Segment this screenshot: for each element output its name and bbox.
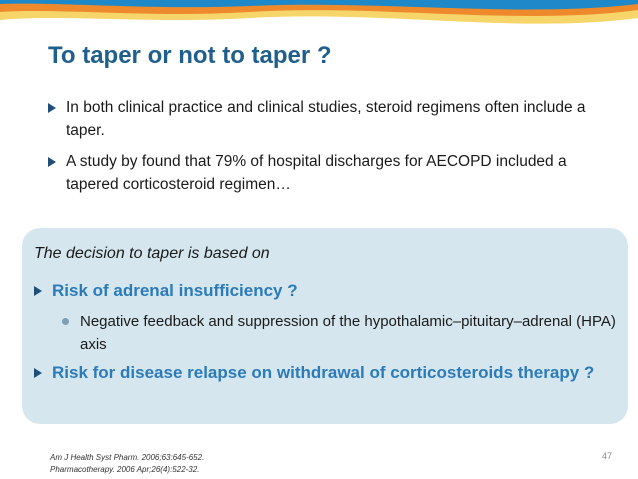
references bbox=[50, 452, 204, 476]
page-number: 47 bbox=[601, 451, 612, 461]
reference-line: Am J Health Syst Pharm. 2006;63:645-652. bbox=[50, 453, 205, 462]
risk-text: Risk of adrenal insufficiency ? bbox=[52, 281, 298, 300]
callout-box bbox=[22, 228, 628, 424]
header-wave-graphic bbox=[0, 0, 638, 40]
risk-item bbox=[34, 279, 612, 302]
bullet-item bbox=[48, 150, 608, 196]
risk-text: Risk for disease relapse on withdrawal of corticosteroids therapy ? bbox=[52, 363, 595, 382]
bullet-text: A study by found that 79% of hospital discharges for AECOPD included a tapered corticosteroid regimen… bbox=[66, 153, 567, 193]
slide-title: To taper or not to taper ? bbox=[48, 42, 332, 69]
reference-line: Pharmacotherapy. 2006 Apr;26(4):522-32. bbox=[50, 465, 200, 474]
decorative-header-band bbox=[0, 0, 638, 40]
triangle-bullet-icon bbox=[48, 157, 56, 167]
bullet-item bbox=[48, 96, 608, 142]
triangle-bullet-icon bbox=[48, 103, 56, 113]
bullet-text: In both clinical practice and clinical studies, steroid regimens often include a taper. bbox=[66, 99, 586, 139]
bullet-list bbox=[48, 96, 608, 204]
triangle-bullet-icon bbox=[34, 286, 42, 296]
sub-bullet-text: Negative feedback and suppression of the hypothalamic–pituitary–adrenal (HPA) axis bbox=[80, 313, 616, 353]
callout-lead: The decision to taper is based on bbox=[34, 245, 270, 262]
sub-bullet-item bbox=[62, 310, 620, 356]
triangle-bullet-icon bbox=[34, 368, 42, 378]
risk-item bbox=[34, 361, 612, 384]
circle-bullet-icon bbox=[62, 318, 69, 325]
